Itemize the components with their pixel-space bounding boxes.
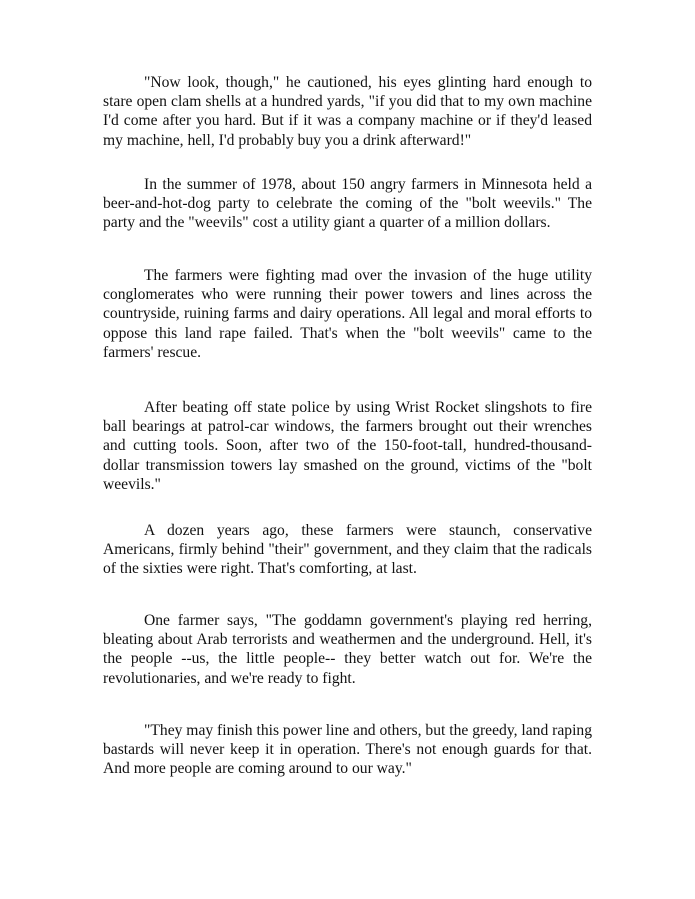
paragraph-5: A dozen years ago, these farmers were staunch, conservative Americans, firmly behind "their" government, and they claim that the radicals of the sixties were right. That's comforting, at last. <box>103 522 592 578</box>
paragraph-6: One farmer says, "The goddamn government's playing red herring, bleating about Arab terrorists and weathermen and the underground. Hell, it's the people --us, the little people-- they better watch out for. We're the revolutionaries, and we're ready to fight. <box>103 612 592 687</box>
paragraph-1: "Now look, though," he cautioned, his eyes glinting hard enough to stare open clam shells at a hundred yards, "if you did that to my own machine I'd come after you hard. But if it was a company machine or if they'd leased my machine, hell, I'd probably buy you a drink afterward!" <box>103 74 592 149</box>
paragraph-7: "They may finish this power line and others, but the greedy, land raping bastards will never keep it in operation. There's not enough guards for that. And more people are coming around to our way." <box>103 722 592 778</box>
paragraph-3: The farmers were fighting mad over the invasion of the huge utility conglomerates who were running their power towers and lines across the countryside, ruining farms and dairy operations. All legal and moral efforts to oppose this land rape failed. That's when the "bolt weevils" came to the farmers' rescue. <box>103 267 592 361</box>
paragraph-4: After beating off state police by using Wrist Rocket slingshots to fire ball bearings at patrol-car windows, the farmers brought out their wrenches and cutting tools. Soon, after two of the 150-foot-tall, hundred-thousand-dollar transmission towers lay smashed on the ground, victims of the "bolt weevils." <box>103 399 592 493</box>
paragraph-2: In the summer of 1978, about 150 angry farmers in Minnesota held a beer-and-hot-dog party to celebrate the coming of the "bolt weevils." The party and the "weevils" cost a utility giant a quarter of a million dollars. <box>103 176 592 232</box>
